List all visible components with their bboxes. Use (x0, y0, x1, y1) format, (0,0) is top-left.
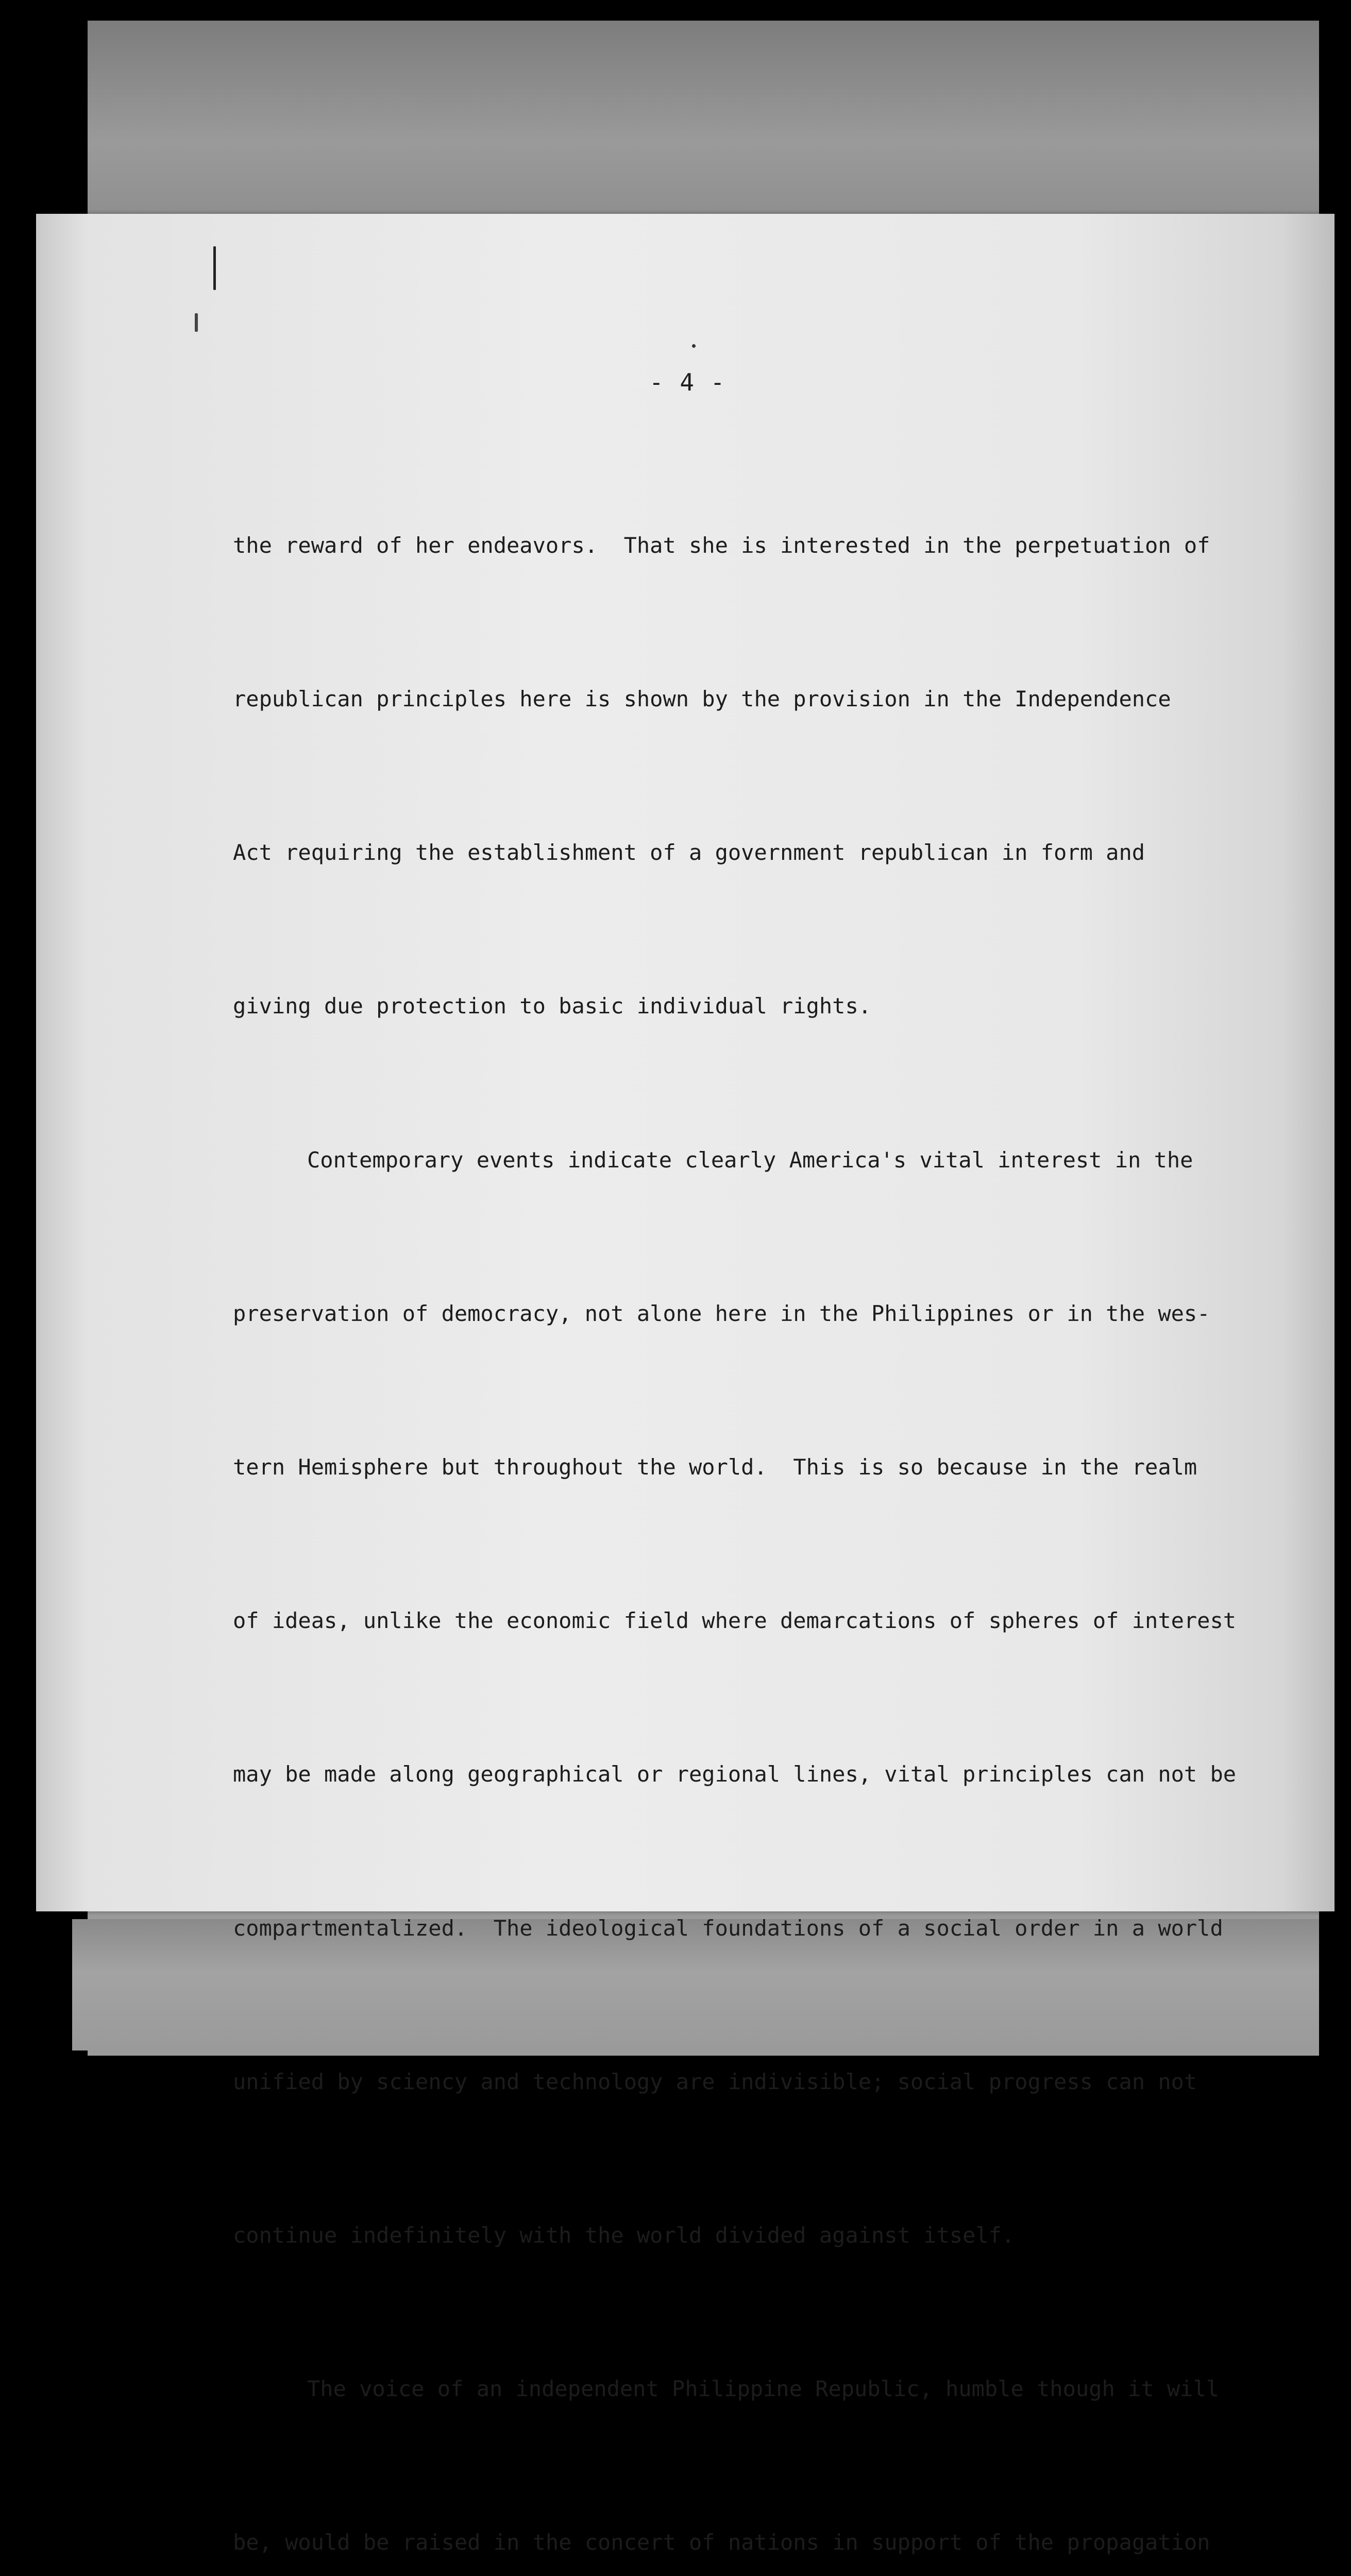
text-line: compartmentalized. The ideological foundations of a social order in a world (233, 1915, 1223, 1941)
text-line: preservation of democracy, not alone here in the Philippines or in the wes- (233, 1300, 1210, 1326)
page-number: - 4 - (649, 368, 726, 396)
text-line: the reward of her endeavors. That she is interested in the perpetuation of (233, 532, 1210, 558)
body-text (233, 417, 1263, 2576)
text-line: republican principles here is shown by the provision in the Independence (233, 686, 1171, 712)
margin-marks (210, 246, 221, 349)
text-line: continue indefinitely with the world divided against itself. (233, 2223, 1015, 2248)
text-line: The voice of an independent Philippine Republic, humble though it will (307, 2376, 1220, 2402)
text-line: of ideas, unlike the economic field where demarcations of spheres of interest (233, 1608, 1237, 1634)
margin-mark (213, 246, 216, 290)
text-line: be, would be raised in the concert of nations in support of the propagation (233, 2530, 1210, 2555)
text-line: giving due protection to basic individual rights. (233, 993, 872, 1019)
text-line: Act requiring the establishment of a government republican in form and (233, 840, 1145, 866)
ink-dot (692, 344, 696, 348)
text-line: unified by sciency and technology are indivisible; social progress can not (233, 2069, 1197, 2094)
text-line: may be made along geographical or regional lines, vital principles can not be (233, 1761, 1237, 1787)
margin-mark (195, 313, 198, 332)
text-line: tern Hemisphere but throughout the world. This is so because in the realm (233, 1454, 1197, 1480)
text-line: Contemporary events indicate clearly America's vital interest in the (307, 1147, 1193, 1173)
